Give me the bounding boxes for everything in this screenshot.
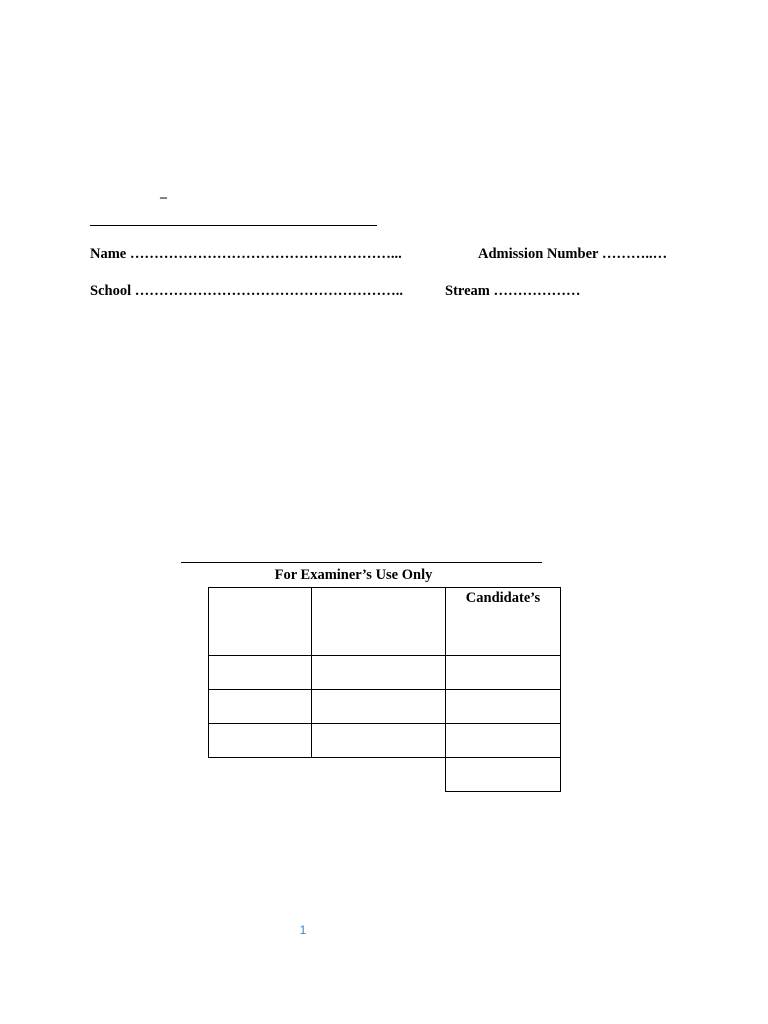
table-cell[interactable]: [312, 656, 446, 690]
stream-dots: ………………: [493, 283, 581, 299]
dash-mark: –: [160, 190, 167, 205]
name-label: Name: [90, 246, 127, 262]
name-dots: ………………………………………………...: [129, 246, 402, 262]
table-cell[interactable]: [446, 690, 561, 724]
school-dots: ………………………………………………..: [134, 283, 403, 299]
examiner-section-title: For Examiner’s Use Only: [274, 567, 433, 583]
table-total-cell[interactable]: [446, 758, 561, 792]
table-header-cell: [209, 588, 312, 656]
table-row: [209, 656, 561, 690]
examiner-divider: [181, 562, 542, 563]
stream-field: [445, 282, 580, 300]
page-number: 1: [299, 923, 307, 937]
admission-number-field: [478, 245, 667, 263]
table-cell[interactable]: [312, 690, 446, 724]
table-header-row: [209, 588, 561, 656]
table-cell[interactable]: [446, 656, 561, 690]
admission-number-dots: ………..…: [601, 246, 668, 262]
examiner-table: [208, 587, 561, 792]
school-label: School: [90, 283, 132, 299]
table-empty-cell: [312, 758, 446, 792]
stream-label: Stream: [445, 283, 490, 299]
table-total-row: [209, 758, 561, 792]
admission-number-label: Admission Number: [478, 246, 599, 262]
table-cell[interactable]: [446, 724, 561, 758]
table-cell[interactable]: [209, 690, 312, 724]
name-field: [90, 245, 402, 263]
table-row: [209, 690, 561, 724]
table-empty-cell: [209, 758, 312, 792]
school-field: [90, 282, 403, 300]
table-header-cell: [312, 588, 446, 656]
table-cell[interactable]: [312, 724, 446, 758]
table-cell[interactable]: [209, 724, 312, 758]
candidates-header: Candidate’s: [465, 590, 541, 606]
top-divider: [90, 225, 377, 226]
table-row: [209, 724, 561, 758]
table-cell[interactable]: [209, 656, 312, 690]
table-header-cell-candidates: [446, 588, 561, 656]
